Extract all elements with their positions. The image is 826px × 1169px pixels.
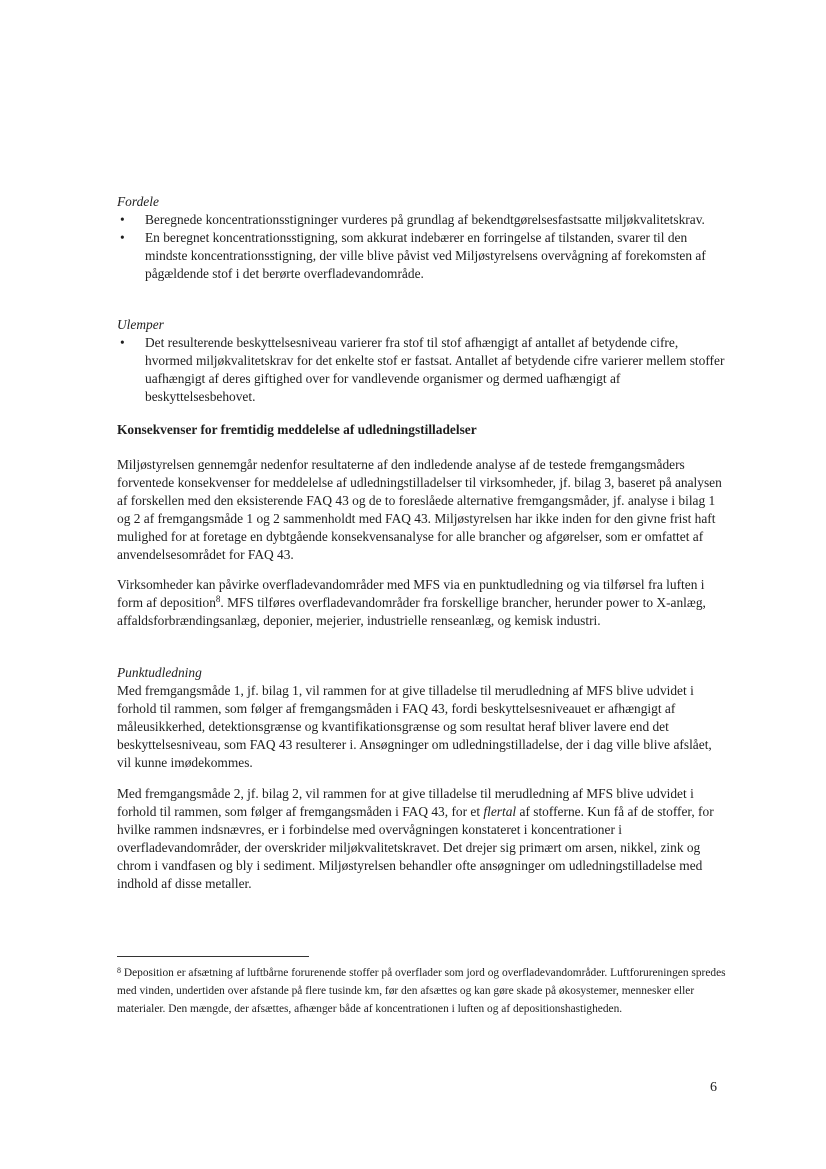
emphasis: flertal [483,804,517,819]
fordele-list [117,211,727,283]
list-item: • Det resulterende beskyttelsesniveau varierer fra stof til stof afhængigt af antallet af betydende cifre, hvormed miljøkvalitetskrav for det enkelte stof er fastsat. Antallet af betydende cifre varierer mellem stoffer uafhængigt af deres giftighed over for vandlevende organismer og dermed uafhængigt af beskyttelsesbehovet. [117,334,727,406]
footnote [117,962,727,1018]
ulemper-list [117,334,727,406]
text-run: af stofferne. Kun få af de stoffer, for hvilke rammen indsnævres, er i forbindelse med overvågningen konstateret i koncentrationer i overfladevandområder, der overskrider miljøkvalitetskravet. Det drejer sig primært om arsen, nikkel, zink og chrom i vandfasen og bly i sediment. Miljøstyrelsen behandler ofte ansøgninger om udledningstilladelse med indhold af disse metaller. [117,804,714,891]
footnote-reference: 8 [215,594,221,604]
fordele-heading: Fordele [117,194,159,209]
text-run: . MFS tilføres overfladevandområder fra forskellige brancher, herunder power to X-anlæg, affaldsforbrændingsanlæg, deponier, mejerier, industrielle renseanlæg, og kemisk industri. [117,595,706,628]
text-run: Virksomheder kan påvirke overfladevandområder med MFS via en punktudledning og via tilførsel fra luften i form af deposition [117,577,705,610]
list-item: • En beregnet koncentrationsstigning, som akkurat indebærer en forringelse af tilstanden, svarer til den mindste koncentrationsstigning, der ville blive påvist ved Miljøstyrelsens overvågning af forekomsten af pågældende stof i det berørte overfladevandområde. [117,229,727,283]
section-heading: Konsekvenser for fremtidig meddelelse af udledningstilladelser [117,422,477,437]
page-number: 6 [710,1080,717,1095]
punktudledning-heading: Punktudledning [117,665,202,680]
footnote-text: Deposition er afsætning af luftbårne forurenende stoffer på overflader som jord og overfladevandområder. Luftforureningen spredes med vinden, undertiden over afstande på flere tusinde km, før den afsættes og kan gøre skade på økosystemer, mennesker eller materialer. Den mængde, der afsættes, afhænger både af koncentrationen i luften og af depositionshastigheden. [117,967,726,1015]
paragraph: Med fremgangsmåde 1, jf. bilag 1, vil rammen for at give tilladelse til merudledning af MFS blive udvidet i forhold til rammen, som følger af fremgangsmåden i FAQ 43, fordi beskyttelsesniveauet er afhængigt af måleusikkerhed, detektionsgrænse og kvantifikationsgrænse og som resultat heraf bliver lavere end det beskyttelsesniveau, som FAQ 43 resulterer i. Ansøgninger om udledningstilladelse, der i dag ville blive afslået, vil kunne imødekommes. [117,683,712,770]
text-run: Med fremgangsmåde 2, jf. bilag 2, vil rammen for at give tilladelse til merudledning af MFS blive udvidet i forhold til rammen, som følger af fremgangsmåden i FAQ 43, for et [117,786,694,819]
paragraph [117,576,727,630]
paragraph [117,785,727,893]
footnote-marker: 8 [117,966,121,975]
list-item: • Beregnede koncentrationsstigninger vurderes på grundlag af bekendtgørelsesfastsatte miljøkvalitetskrav. [117,211,727,229]
ulemper-heading: Ulemper [117,317,164,332]
footnote-separator [117,956,309,957]
fordele-section [117,193,727,283]
ulemper-section [117,316,727,406]
paragraph: Miljøstyrelsen gennemgår nedenfor resultaterne af den indledende analyse af de testede fremgangsmåders forventede konsekvenser for meddelelse af udledningstilladelser til virksomheder, jf. bilag 3, baseret på analysen af forskellen med den eksisterende FAQ 43 og de to foreslåede alternative fremgangsmåder, jf. analyse i bilag 1 og 2 af fremgangsmåde 1 og 2 sammenholdt med FAQ 43. Miljøstyrelsen har ikke inden for den givne frist haft mulighed for at foretage en dybtgående konsekvensanalyse for alle brancher og afgørelser, som er omfattet af anvendelsesområdet for FAQ 43. [117,457,722,562]
